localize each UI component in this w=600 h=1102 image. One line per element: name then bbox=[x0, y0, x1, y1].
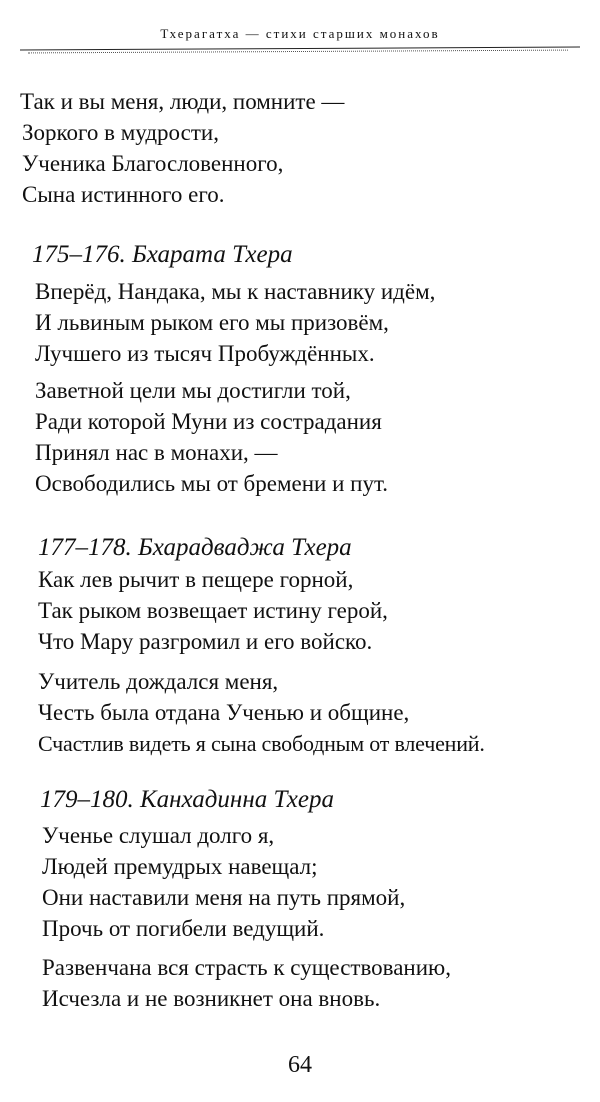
verse-line: Сына истинного его. bbox=[22, 182, 225, 207]
running-header bbox=[0, 0, 600, 60]
section-title-bharata: 175–176. Бхарата Тхера bbox=[32, 241, 293, 268]
verse-line: Что Мару разгромил и его войско. bbox=[38, 629, 373, 654]
verse-line: Вперёд, Нандака, мы к наставнику идём, bbox=[35, 279, 436, 304]
verse-line: Как лев рычит в пещере горной, bbox=[38, 567, 354, 592]
verse-line: Они наставили меня на путь прямой, bbox=[42, 885, 406, 910]
verse-line: Исчезла и не возникнет она вновь. bbox=[42, 986, 381, 1011]
verse-line: Ради которой Муни из сострадания bbox=[35, 409, 382, 434]
stanza bbox=[35, 375, 388, 499]
page-number: 64 bbox=[288, 1052, 312, 1078]
verse-line: Развенчана вся страсть к существованию, bbox=[42, 955, 451, 980]
verse-line: Честь была отдана Ученью и общине, bbox=[38, 700, 410, 725]
verse-line: Ученье слушал долго я, bbox=[42, 823, 275, 848]
verse-line: Заветной цели мы достигли той, bbox=[35, 378, 351, 403]
verse-line: Принял нас в монахи, — bbox=[35, 440, 278, 465]
stanza bbox=[42, 952, 451, 1014]
verse-line: Людей премудрых навещал; bbox=[42, 854, 318, 879]
running-header-title: Тхерагатха — стихи старших монахов bbox=[160, 26, 440, 41]
stanza bbox=[42, 820, 405, 944]
verse-line: Так рыком возвещает истину герой, bbox=[38, 598, 388, 623]
section-title-kanhadinna: 179–180. Канхадинна Тхера bbox=[40, 786, 334, 813]
verse-line: Учитель дождался меня, bbox=[38, 669, 279, 694]
stanza bbox=[38, 564, 388, 657]
verse-line: Лучшего из тысяч Пробуждённых. bbox=[35, 341, 375, 366]
verse-line: Ученика Благословенного, bbox=[22, 151, 284, 176]
verse-line: Счастлив видеть я сына свободным от влечений. bbox=[38, 731, 485, 756]
verse-line: Освободились мы от бремени и пут. bbox=[35, 471, 389, 496]
verse-line: Так и вы меня, люди, помните — bbox=[20, 89, 345, 114]
verse-line: Зоркого в мудрости, bbox=[22, 120, 219, 145]
stanza bbox=[35, 276, 435, 369]
stanza bbox=[38, 666, 485, 759]
intro-stanza bbox=[20, 86, 344, 210]
section-title-bharadvadzha: 177–178. Бхарадваджа Тхера bbox=[38, 534, 352, 561]
verse-line: И львиным рыком его мы призовём, bbox=[35, 310, 389, 335]
verse-line: Прочь от погибели ведущий. bbox=[42, 916, 325, 941]
header-rule-dotted bbox=[28, 50, 568, 54]
